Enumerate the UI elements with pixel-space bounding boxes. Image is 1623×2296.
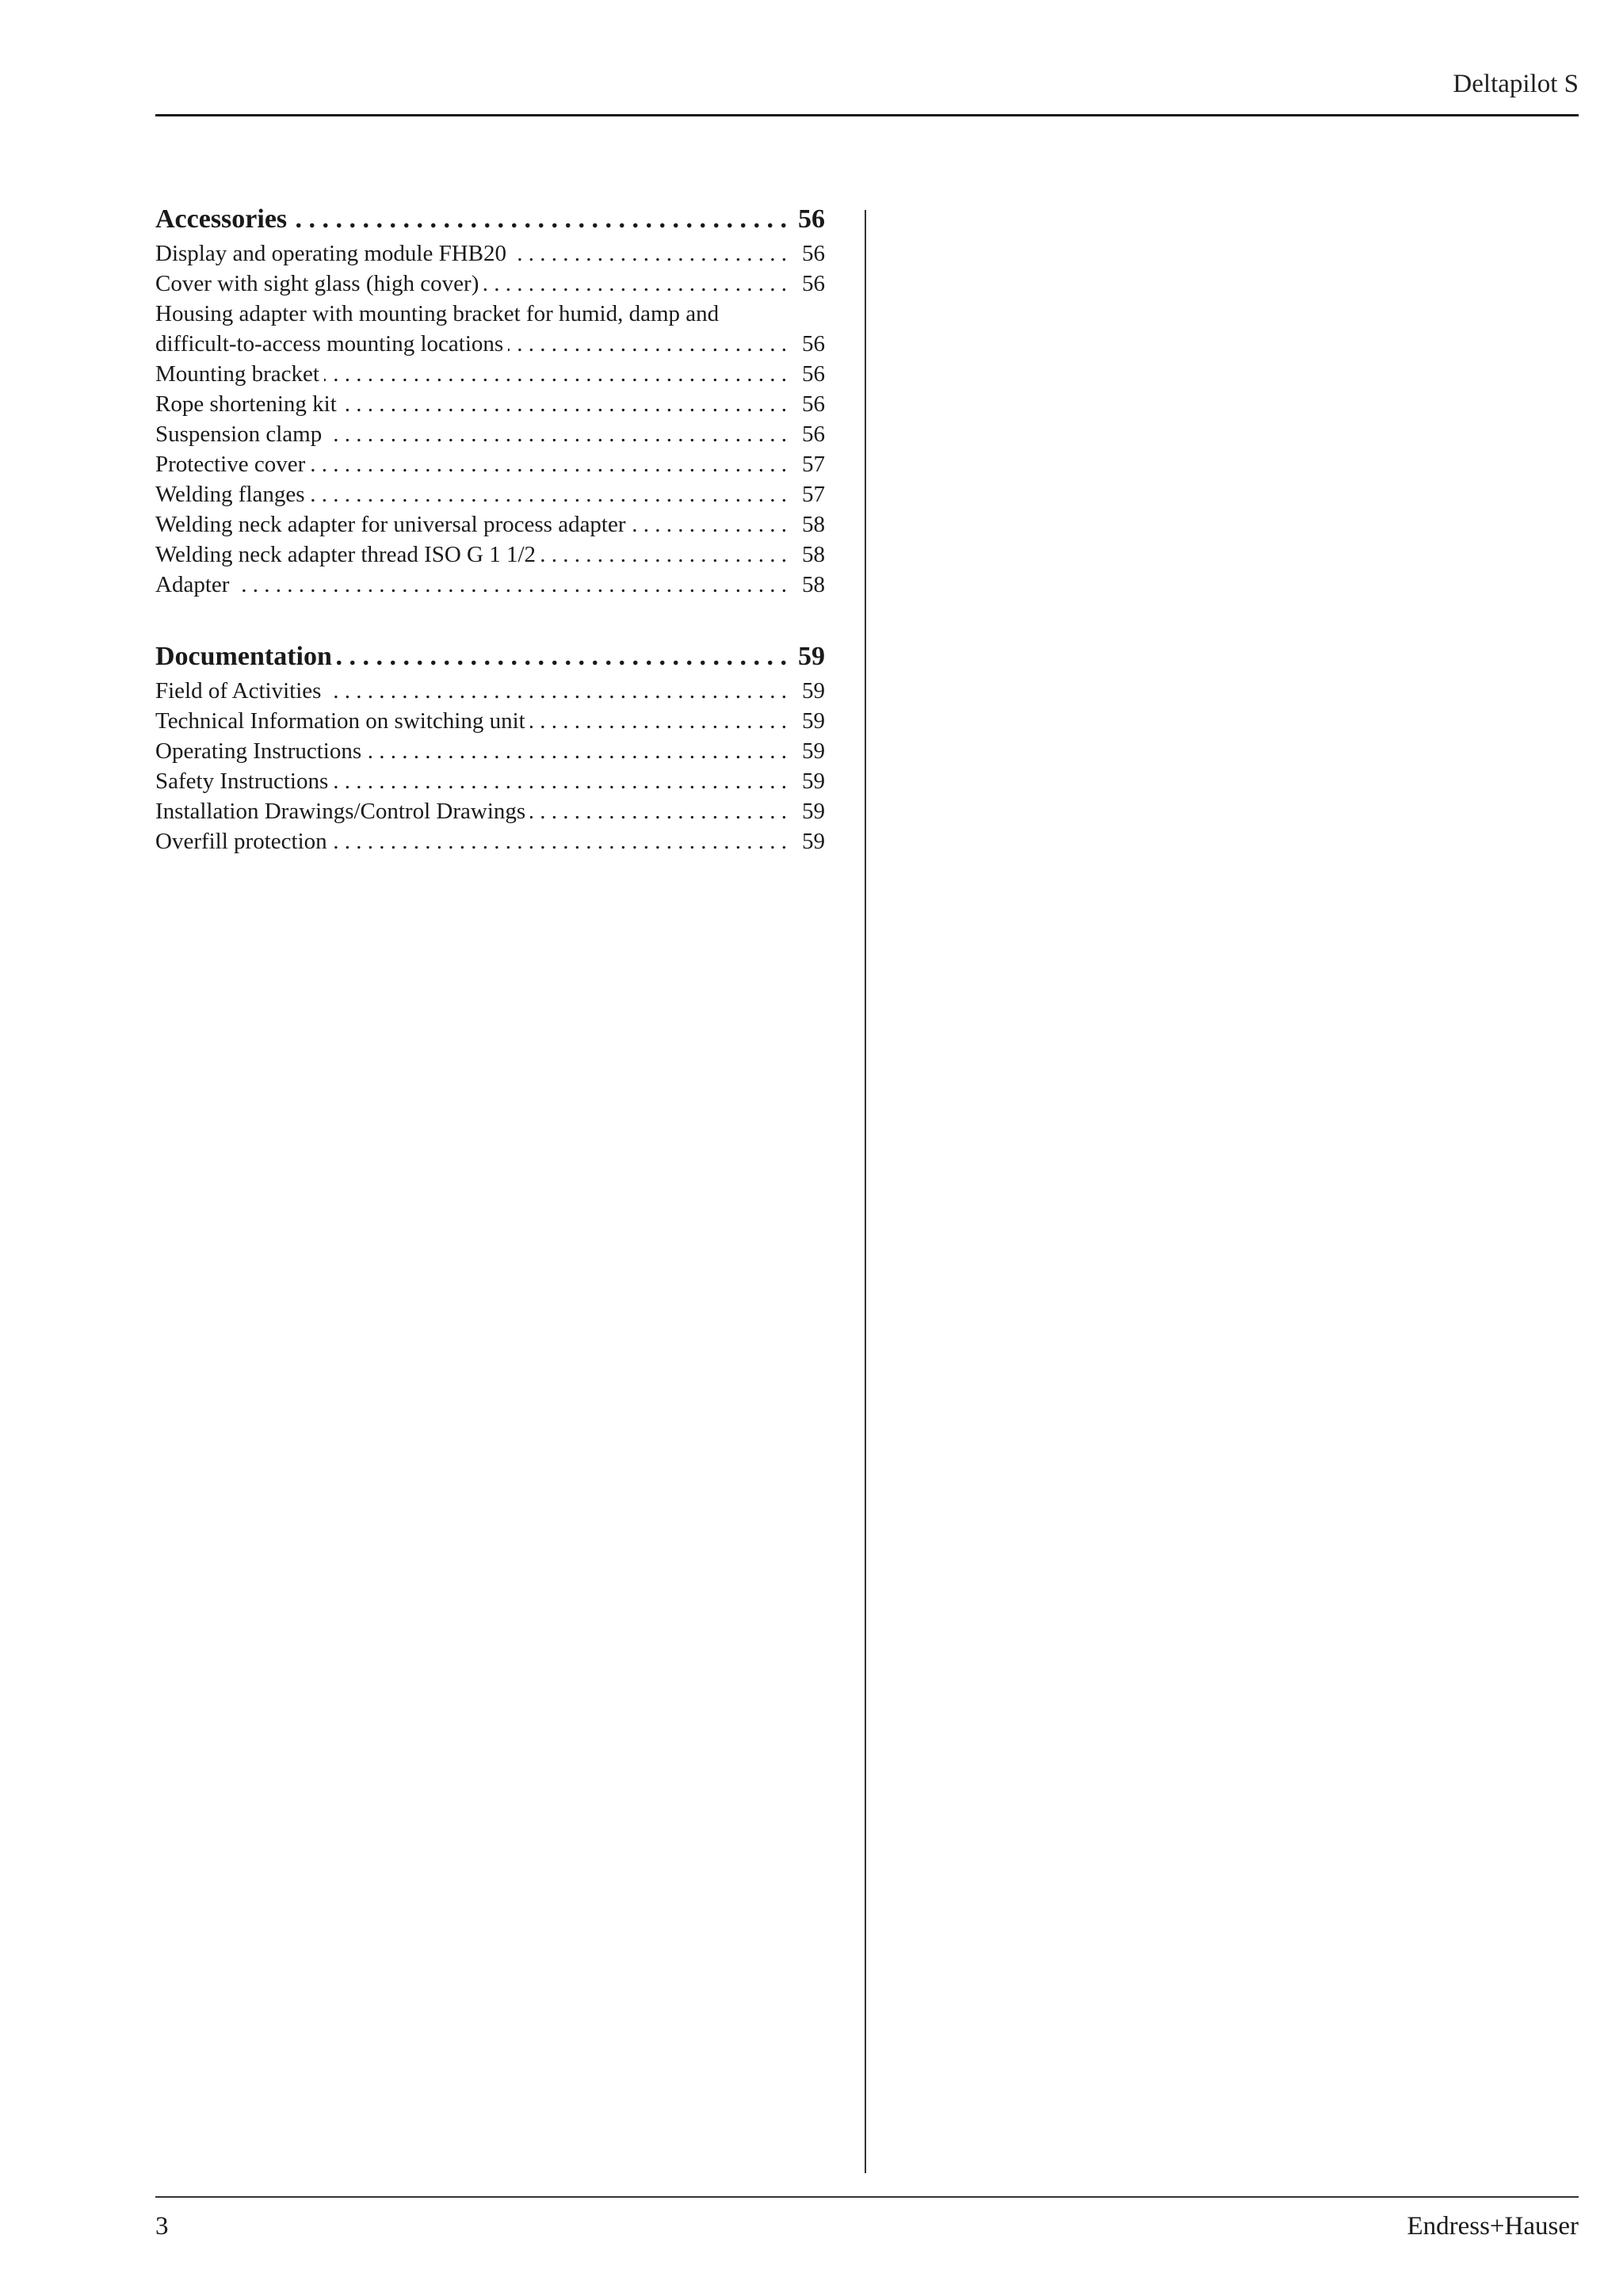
toc-section-documentation [155,638,825,856]
toc-entry [155,329,825,359]
toc-entry-label: Welding neck adapter for universal process adapter [155,512,626,537]
toc-leader-dots [508,329,787,359]
toc-entry-page: 57 [802,482,825,507]
toc-entry-page: 56 [802,241,825,266]
toc-entry-page: 58 [802,572,825,597]
toc-leader-dots [333,766,787,796]
column-divider [865,210,866,2173]
toc-entry-label: Adapter [155,572,230,597]
toc-entry-multiline[interactable] [155,299,825,359]
toc-entry-label: Display and operating module FHB20 [155,241,507,266]
toc-entry[interactable] [155,419,825,449]
toc-entry[interactable] [155,509,825,540]
toc-entry-label-line1: Housing adapter with mounting bracket for humid, damp and [155,301,720,326]
toc-leader-dots [326,676,787,706]
toc-entry-page: 56 [802,421,825,447]
toc-entry[interactable] [155,736,825,766]
toc-leader-dots [530,706,787,736]
toc-entry-label: Installation Drawings/Control Drawings [155,799,526,824]
toc-entry[interactable] [155,479,825,509]
toc-entry-page: 59 [802,708,825,734]
toc-heading-accessories[interactable] [155,200,825,238]
toc-entry[interactable] [155,570,825,600]
toc-leader-dots [337,638,787,676]
document-title: Deltapilot S [1453,70,1579,98]
toc-heading-page: 56 [798,204,825,234]
brand-name: Endress+Hauser [1407,2212,1579,2241]
toc-leader-dots [324,359,787,389]
toc-entry-label: Cover with sight glass (high cover) [155,271,479,296]
toc-leader-dots [511,238,787,269]
toc-entry-page: 58 [802,512,825,537]
toc-heading-page: 59 [798,642,825,671]
toc-entry-page: 59 [802,769,825,794]
toc-entry-page: 59 [802,799,825,824]
toc-entry[interactable] [155,540,825,570]
toc-entry[interactable] [155,389,825,419]
toc-entry[interactable] [155,766,825,796]
footer-rule [155,2196,1579,2198]
toc-heading-documentation[interactable] [155,638,825,676]
toc-entry[interactable] [155,826,825,856]
toc-entry-label: Safety Instructions [155,769,329,794]
toc-entry-label: Protective cover [155,452,306,477]
toc-entry-label: Mounting bracket [155,361,319,387]
toc-entry-page: 59 [802,829,825,854]
toc-heading-label: Accessories [155,204,288,234]
toc-leader-dots [292,200,787,238]
toc-leader-dots [540,540,787,570]
toc-entry-page: 56 [802,331,825,357]
toc-entry[interactable] [155,359,825,389]
toc-entry-label: Technical Information on switching unit [155,708,525,734]
toc-leader-dots [530,796,787,826]
toc-entry-label: Rope shortening kit [155,391,337,417]
toc-leader-dots [327,419,787,449]
toc-leader-dots [310,479,787,509]
toc-entry-label: Field of Activities [155,678,322,704]
toc-entry-page: 58 [802,542,825,567]
toc-heading-label: Documentation [155,642,332,671]
toc-section-accessories [155,200,825,600]
toc-entry-page: 56 [802,361,825,387]
toc-leader-dots [342,389,787,419]
toc-leader-dots [483,269,787,299]
toc-entry-label: Welding neck adapter thread ISO G 1 1/2 [155,542,537,567]
toc-leader-dots [631,509,787,540]
toc-entry-page: 59 [802,678,825,704]
toc-entry-label: Overfill protection [155,829,327,854]
toc-entry[interactable] [155,676,825,706]
toc-entry-label: Welding flanges [155,482,305,507]
header-rule [155,114,1579,116]
page-number: 3 [155,2212,169,2241]
toc-entry-page: 56 [802,391,825,417]
toc-entry[interactable] [155,449,825,479]
toc-entry-page: 56 [802,271,825,296]
toc-entry-label: difficult-to-access mounting locations [155,331,504,357]
toc-leader-dots [332,826,787,856]
toc-entry[interactable] [155,238,825,269]
toc-entry-label: Suspension clamp [155,421,323,447]
toc-entry-label: Operating Instructions [155,738,362,764]
toc-entry-page: 57 [802,452,825,477]
toc-entry-page: 59 [802,738,825,764]
toc-entry[interactable] [155,796,825,826]
toc-entry[interactable] [155,269,825,299]
toc-entry[interactable] [155,706,825,736]
toc-leader-dots [366,736,787,766]
toc-leader-dots [234,570,787,600]
toc-leader-dots [310,449,787,479]
